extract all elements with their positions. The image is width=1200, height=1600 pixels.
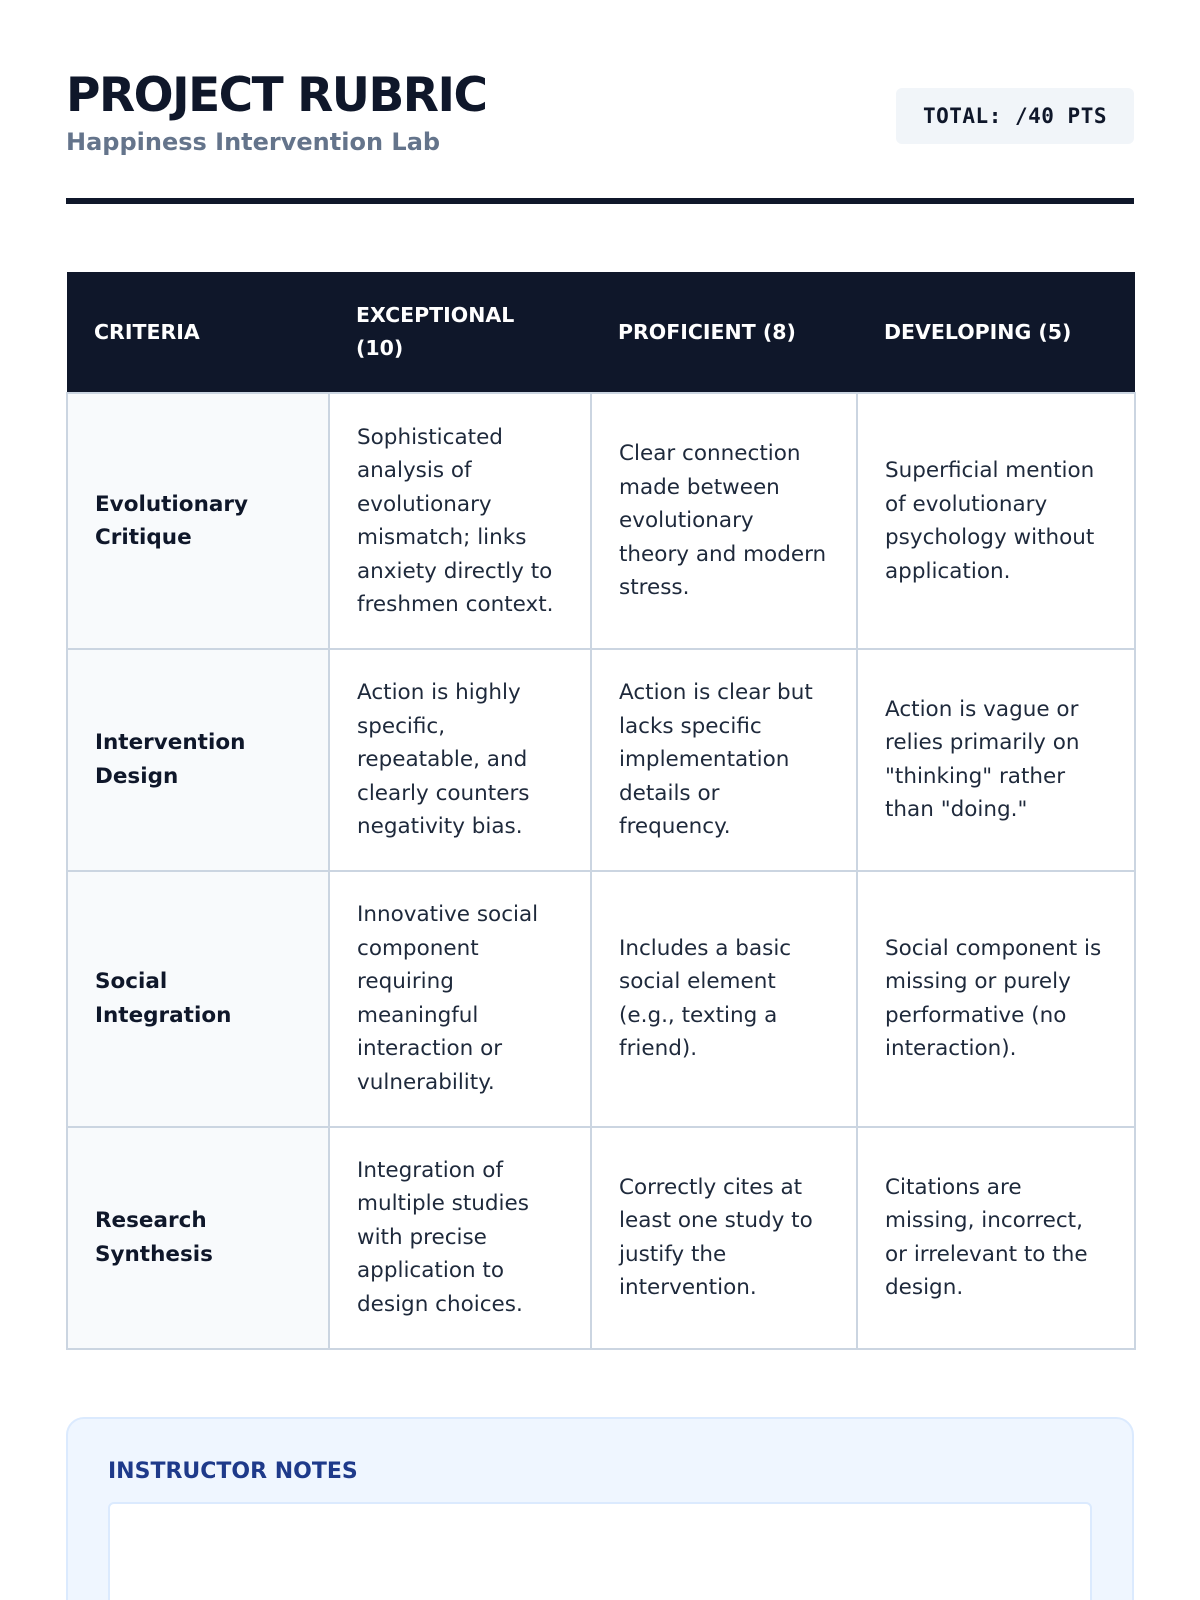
title-group: [66, 68, 486, 156]
column-header-proficient: PROFICIENT (8): [591, 272, 857, 393]
page-title: PROJECT RUBRIC: [66, 68, 487, 123]
page-header: [66, 68, 1134, 204]
instructor-notes-field[interactable]: [108, 1502, 1092, 1600]
instructor-notes-panel: [66, 1417, 1134, 1600]
developing-cell: Social component is missing or purely performative (no interaction).: [857, 871, 1135, 1127]
table-row: [67, 649, 1135, 871]
exceptional-cell: Innovative social component requiring meaningful interaction or vulnerability.: [329, 871, 591, 1127]
proficient-cell: Action is clear but lacks specific implementation details or frequency.: [591, 649, 857, 871]
developing-cell: Citations are missing, incorrect, or irrelevant to the design.: [857, 1127, 1135, 1349]
column-header-developing: DEVELOPING (5): [857, 272, 1135, 393]
rubric-table: [66, 272, 1136, 1350]
instructor-notes-title: INSTRUCTOR NOTES: [108, 1458, 358, 1484]
column-header-exceptional: EXCEPTIONAL (10): [329, 272, 591, 393]
criteria-cell: Research Synthesis: [67, 1127, 329, 1349]
exceptional-cell: Action is highly specific, repeatable, and clearly counters negativity bias.: [329, 649, 591, 871]
exceptional-cell: Integration of multiple studies with precise application to design choices.: [329, 1127, 591, 1349]
total-points-badge: TOTAL: /40 PTS: [896, 88, 1134, 144]
proficient-cell: Includes a basic social element (e.g., texting a friend).: [591, 871, 857, 1127]
table-row: [67, 393, 1135, 649]
criteria-cell: Evolutionary Critique: [67, 393, 329, 649]
table-row: [67, 1127, 1135, 1349]
developing-cell: Action is vague or relies primarily on "thinking" rather than "doing.": [857, 649, 1135, 871]
criteria-cell: Intervention Design: [67, 649, 329, 871]
proficient-cell: Clear connection made between evolutionary theory and modern stress.: [591, 393, 857, 649]
exceptional-cell: Sophisticated analysis of evolutionary mismatch; links anxiety directly to freshmen context.: [329, 393, 591, 649]
page-subtitle: Happiness Intervention Lab: [66, 128, 441, 156]
developing-cell: Superficial mention of evolutionary psychology without application.: [857, 393, 1135, 649]
column-header-criteria: CRITERIA: [67, 272, 329, 393]
table-header-row: [67, 272, 1135, 393]
criteria-cell: Social Integration: [67, 871, 329, 1127]
table-row: [67, 871, 1135, 1127]
proficient-cell: Correctly cites at least one study to justify the intervention.: [591, 1127, 857, 1349]
